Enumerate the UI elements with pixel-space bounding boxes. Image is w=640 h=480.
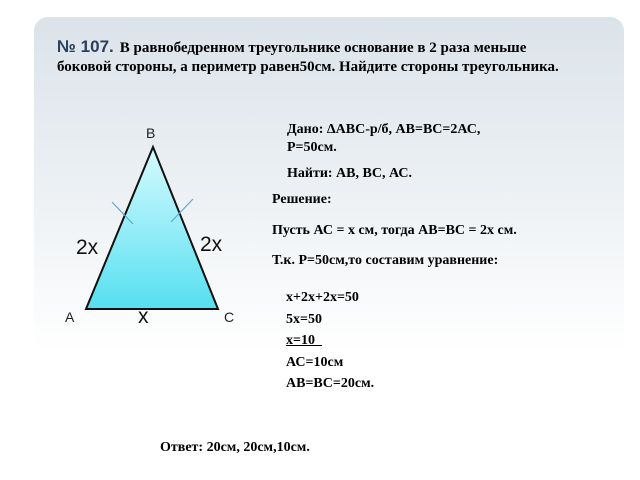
problem-text: В равнобедренном треугольнике основание в 2 раза меньше боковой стороны, а периметр равен50см. Найдите стороны треугольника. [57,40,559,75]
given-line-2: Р=50см. [287,140,337,155]
given-line-1: Дано: ΔАВС-р/б, АВ=ВС=2АС, [287,122,481,137]
side-ab-label: 2x [76,236,99,259]
solution-let: Пусть АС = х см, тогда АВ=ВС = 2х см. [272,223,517,238]
equation-3 [286,333,322,349]
answer-line: Ответ: 20см, 20см,10см. [160,440,310,455]
vertex-a-label: A [65,309,75,325]
equation-5: АВ=ВС=20см. [286,376,375,391]
side-ac-label: x [138,305,149,328]
equation-4: АС=10см [286,355,344,370]
side-bc-label: 2x [200,233,223,256]
equation-2: 5х=50 [286,312,322,327]
vertex-c-label: C [224,309,235,325]
equation-1: х+2х+2х=50 [286,290,359,305]
problem-number: № 107. [57,37,114,56]
equation-3-text: х=10 [286,333,315,348]
vertex-b-label: B [146,125,156,141]
triangle-shape [86,147,218,309]
find-line: Найти: АВ, ВС, АС. [287,166,412,181]
solution-since: Т.к. Р=50см,то составим уравнение: [272,253,499,268]
solution-heading: Решение: [272,192,332,207]
